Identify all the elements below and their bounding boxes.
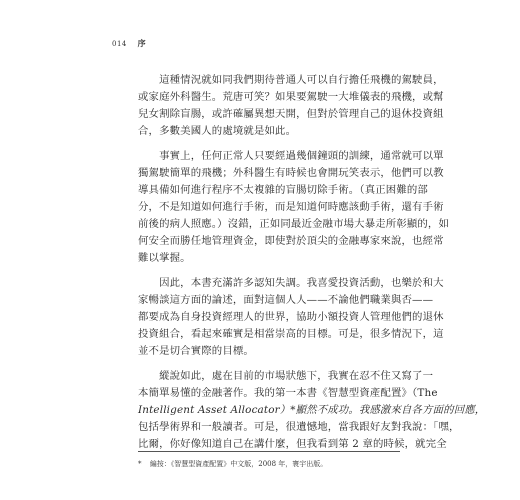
text-line: Intelligent Asset Allocator）*顯然不成功。我感激來自各方面的回應，: [138, 404, 486, 416]
running-head: [112, 38, 146, 49]
text-line: 因此，本書充滿許多認知失調。我喜愛投資活動，也樂於和大: [138, 277, 444, 289]
footnote: [138, 459, 400, 469]
paragraph-spacer: [138, 140, 400, 148]
page-number: 014: [112, 40, 127, 48]
text-line: 並不是切合實際的目標。: [138, 345, 254, 357]
text-line: 前後的病人照應。）沒錯，正如同最近金融市場大暴走所彰顯的，如: [138, 218, 450, 230]
text-line: 這種情況就如同我們期待普通人可以自行擔任飛機的駕駛員，: [138, 74, 444, 86]
footnote-mark: *: [138, 460, 142, 468]
text-line: 都要成為自身投資經理人的世界，協助小額投資人管理他們的退休: [138, 311, 444, 323]
footnote-divider: [138, 451, 400, 452]
paragraph: [138, 275, 444, 360]
body-text: [138, 72, 486, 453]
footnote-text: 編按：《智慧型資產配置》中文版，2008 年，寰宇出版。: [149, 460, 328, 468]
paragraph: [138, 148, 450, 267]
text-line: 難以掌握。: [138, 252, 191, 264]
text-line: 家暢談這方面的論述，面對這個人人——不論他們職業與否——: [138, 294, 434, 306]
paragraph: [138, 72, 444, 140]
text-line: 獨駕駛簡單的飛機；外科醫生有時候也會開玩笑表示，他們可以教: [138, 167, 444, 179]
paragraph-spacer: [138, 360, 400, 368]
text-line: 分，不是知道如何進行手術，而是知道何時應該動手術，還有手術: [138, 201, 444, 213]
text-line: 包括學術界和一般讀者。可是，很遺憾地，當我跟好友對我說：「嘿，: [138, 421, 460, 433]
text-line: 縱說如此，處在目前的市場狀態下，我實在忍不住又寫了一: [138, 370, 434, 382]
text-line: 或家庭外科醫生。荒唐可笑？如果要駕駛一大堆儀表的飛機，或幫: [138, 91, 444, 103]
paragraph: [138, 368, 486, 453]
text-line: 導具備如何進行程序不太複雜的盲腸切除手術。（真正困難的部: [138, 184, 428, 196]
text-line: 本簡單易懂的金融著作。我的第一本書《智慧型資產配置》（The: [138, 387, 438, 399]
text-line: 投資組合，看起來確實是相當崇高的目標。可是，很多情況下，這: [138, 328, 444, 340]
paragraph-spacer: [138, 267, 400, 275]
text-line: 何安全而勝任地管理資金，即使對於頂尖的金融專家來說，也經常: [138, 235, 444, 247]
text-line: 事實上，任何正常人只要經過幾個鐘頭的訓練，通常就可以單: [138, 150, 444, 162]
text-line: 合，多數美國人的處境就是如此。: [138, 125, 297, 137]
section-title: 序: [137, 38, 147, 48]
text-line: 兒女割除盲腸，或許確屬異想天開，但對於管理自己的退休投資組: [138, 108, 444, 120]
text-line: 比爾，你好像知道自己在講什麼，但我看到第 2 章的時候，就完全: [138, 438, 447, 450]
